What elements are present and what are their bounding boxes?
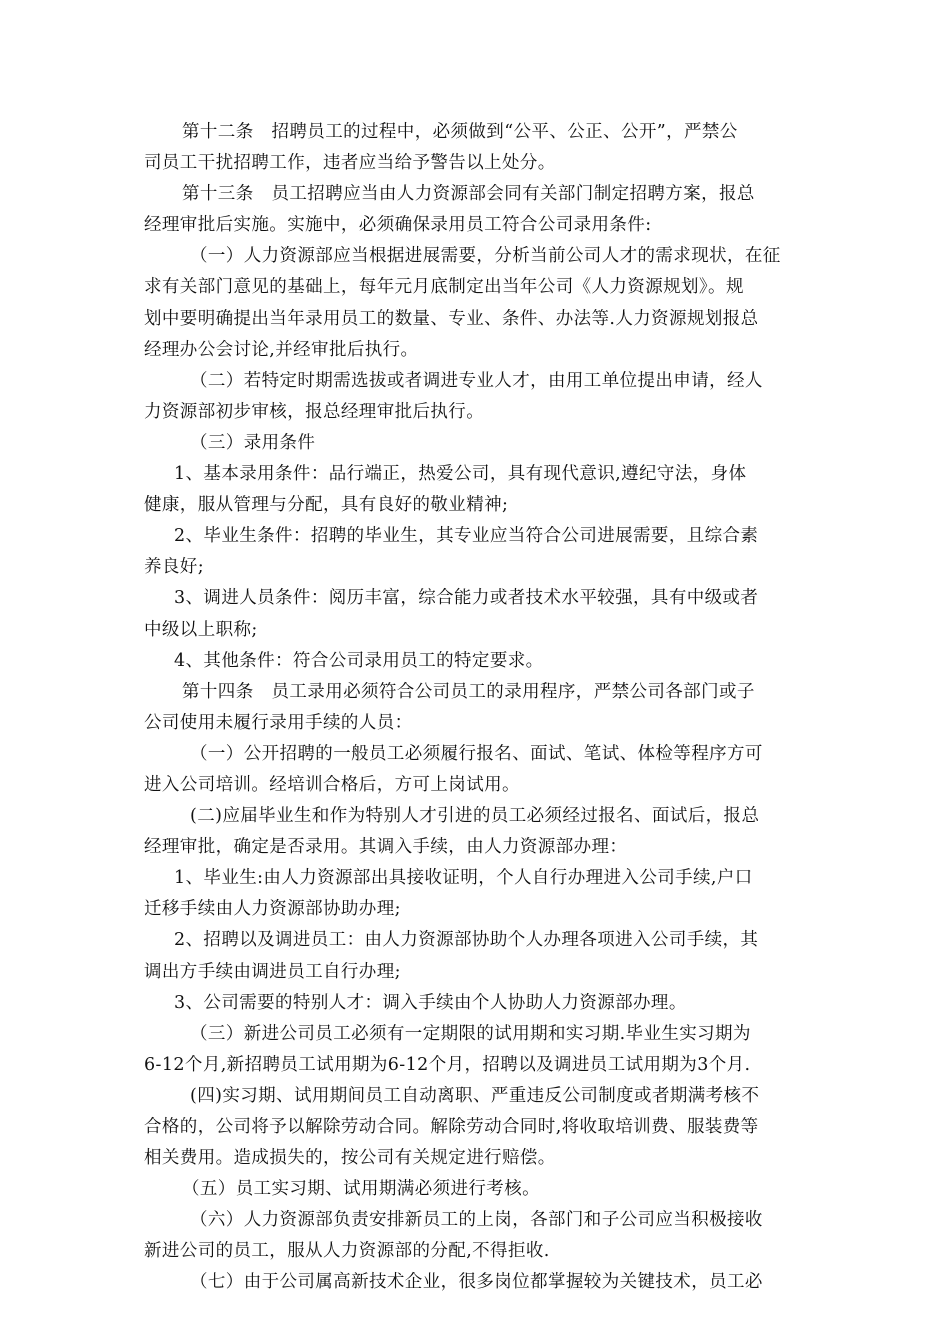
document-text-line: （三）新进公司员工必须有一定期限的试用期和实习期.毕业生实习期为 [190, 1023, 751, 1044]
document-text-line: 相关费用。造成损失的，按公司有关规定进行赔偿。 [144, 1148, 556, 1169]
document-text-line: 4、其他条件：符合公司录用员工的特定要求。 [174, 650, 544, 671]
document-text-line: 经理审批，确定是否录用。其调入手续，由人力资源部办理： [144, 837, 628, 858]
document-text-line: 3、公司需要的特别人才：调入手续由个人协助人力资源部办理。 [174, 992, 687, 1013]
document-text-line: 1、基本录用条件：品行端正，热爱公司，具有现代意识,遵纪守法，身体 [174, 464, 747, 485]
document-text-line: 进入公司培训。经培训合格后，方可上岗试用。 [144, 774, 520, 795]
document-text-line: 迁移手续由人力资源部协助办理; [144, 899, 401, 920]
document-text-line: 公司使用未履行录用手续的人员： [144, 712, 413, 733]
document-text-line: 力资源部初步审核，报总经理审批后执行。 [144, 401, 485, 422]
document-text-line: （一）人力资源部应当根据进展需要，分析当前公司人才的需求现状，在征 [190, 246, 781, 267]
document-text-line: 第十三条 员工招聘应当由人力资源部会同有关部门制定招聘方案，报总 [182, 184, 755, 205]
document-text-line: 2、毕业生条件：招聘的毕业生，其专业应当符合公司进展需要，且综合素 [174, 526, 759, 547]
document-text-line: 健康，服从管理与分配，具有良好的敬业精神; [144, 495, 509, 516]
document-text-line: 新进公司的员工，服从人力资源部的分配,不得拒收. [144, 1241, 550, 1262]
document-text-line: 第十四条 员工录用必须符合公司员工的录用程序，严禁公司各部门或子 [182, 681, 755, 702]
document-text-line: 经理审批后实施。实施中，必须确保录用员工符合公司录用条件: [144, 215, 652, 236]
document-text-line: （二）若特定时期需选拔或者调进专业人才，由用工单位提出申请，经人 [190, 370, 763, 391]
document-body [144, 117, 807, 1299]
document-text-line: （一）公开招聘的一般员工必须履行报名、面试、笔试、体检等程序方可 [190, 743, 763, 764]
document-text-line: 调出方手续由调进员工自行办理; [144, 961, 401, 982]
document-text-line: 中级以上职称; [144, 619, 258, 640]
document-text-line: （五）员工实习期、试用期满必须进行考核。 [182, 1179, 540, 1200]
document-text-line: 司员工干扰招聘工作，违者应当给予警告以上处分。 [144, 153, 556, 174]
document-text-line: (四)实习期、试用期间员工自动离职、严重违反公司制度或者期满考核不 [190, 1085, 760, 1106]
document-text-line: 第十二条 招聘员工的过程中，必须做到“公平、公正、公开”，严禁公 [182, 122, 738, 142]
document-text-line: 求有关部门意见的基础上，每年元月底制定出当年公司《人力资源规划》。规 [144, 277, 744, 298]
document-text-line: 3、调进人员条件：阅历丰富，综合能力或者技术水平较强，具有中级或者 [174, 588, 759, 609]
document-text-line: 划中要明确提出当年录用员工的数量、专业、条件、办法等.人力资源规划报总 [144, 308, 759, 329]
document-text-line: （七）由于公司属高新技术企业，很多岗位都掌握较为关键技术，员工必 [190, 1272, 763, 1293]
document-text-line: （三）录用条件 [190, 432, 316, 453]
document-text-line: 2、招聘以及调进员工：由人力资源部协助个人办理各项进入公司手续，其 [174, 930, 759, 951]
document-text-line: (二)应届毕业生和作为特别人才引进的员工必须经过报名、面试后，报总 [190, 806, 760, 827]
document-text-line: 1、毕业生:由人力资源部出具接收证明，个人自行办理进入公司手续,户口 [174, 868, 753, 889]
document-text-line: 养良好; [144, 557, 204, 578]
document-text-line: 经理办公会讨论,并经审批后执行。 [144, 339, 419, 360]
document-text-line: 合格的，公司将予以解除劳动合同。解除劳动合同时,将收取培训费、服装费等 [144, 1117, 759, 1137]
document-text-line: （六）人力资源部负责安排新员工的上岗，各部门和子公司应当积极接收 [190, 1210, 763, 1231]
document-text-line: 6-12个月,新招聘员工试用期为6-12个月，招聘以及调进员工试用期为3个月. [144, 1054, 751, 1075]
